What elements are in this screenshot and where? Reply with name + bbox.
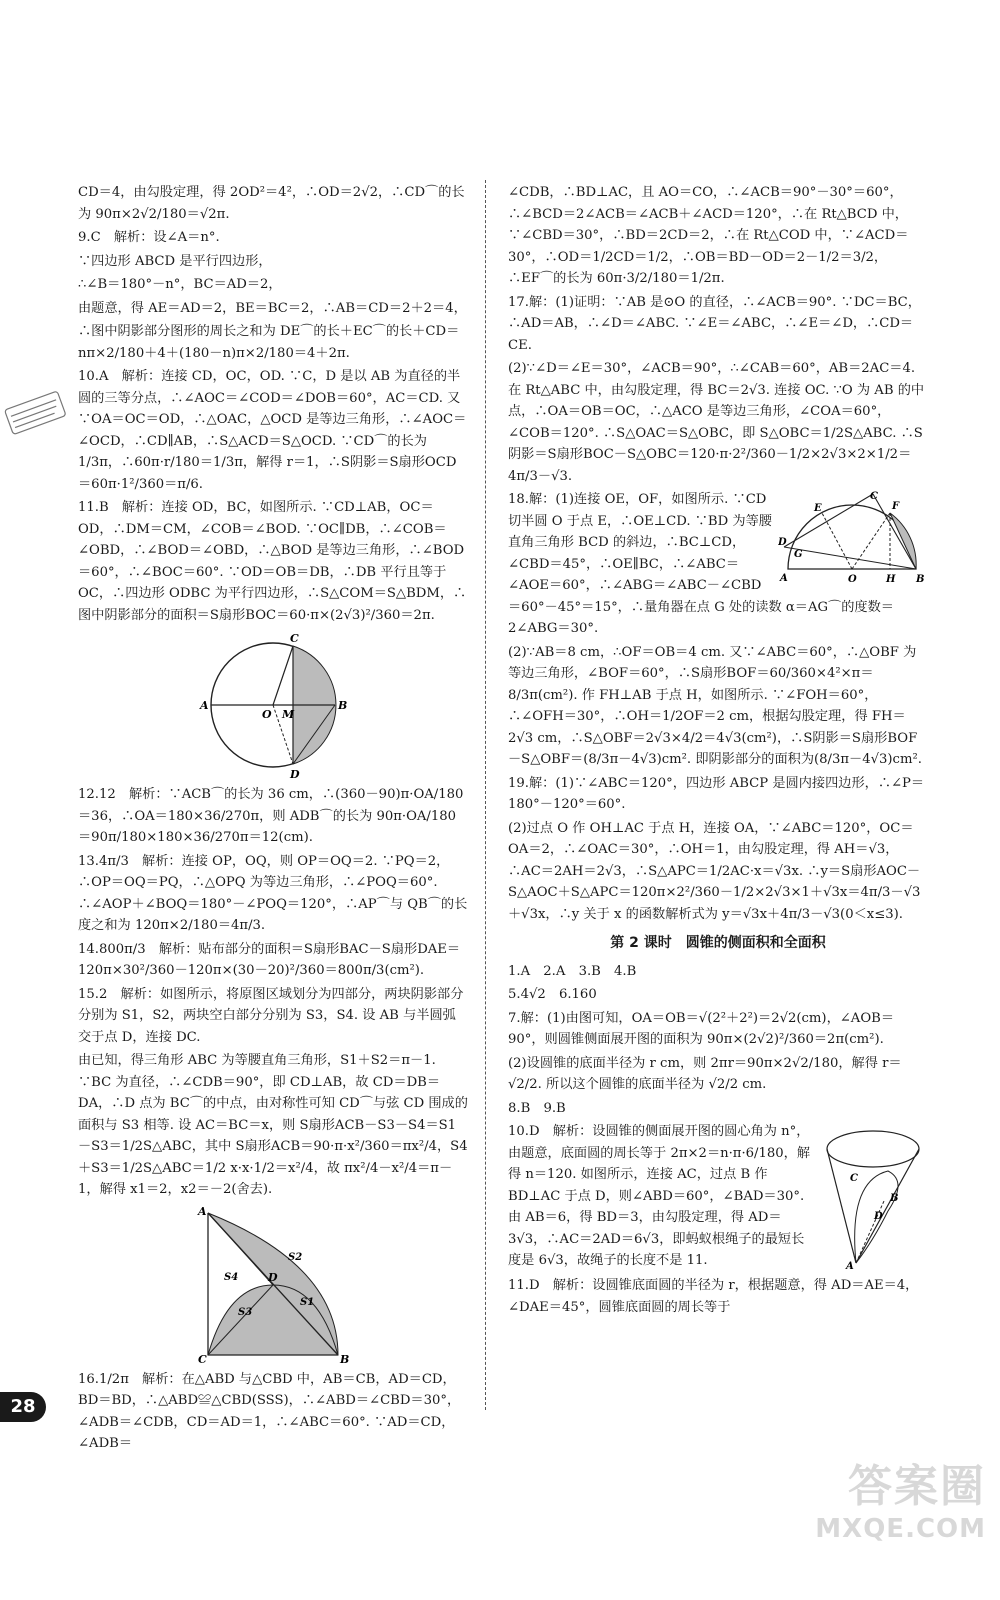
watermark-logo xyxy=(766,1450,986,1560)
exercise-18: 18.解：(1)连接 OE，OF，如图所示. ∵CD 切半圆 O 于点 E，∴OE⊥CD. ∵BD 为等腰直角三角形 BCD 的斜边，∴BC⊥CD，∠CBD＝45°，∴OE∥BC，∴∠ABC＝∠AOE＝60°，∴∠ABG＝∠ABC－∠CBD＝60°－45°＝15°，∴量角器在点 G 处的读数 α＝AG⌒的度数＝2∠ABG＝30°. xyxy=(508,492,894,636)
label-c: C xyxy=(290,632,299,645)
exercise-17-part2: (2)∵∠D＝∠E＝30°，∠ACB＝90°，∴∠CAB＝60°，AB＝2AC＝4. 在 Rt△ABC 中，由勾股定理，得 BC＝2√3. 连接 OC. ∵O 为 AB 的中点，∴OA＝OB＝OC，∴△ACO 是等边三角形，∠COA＝60°，∠COB＝120°. ∴S△OAC＝S△OBC，即 S△OBC＝1/2S△ABC. ∴S阴影＝S扇形BOC－S△OBC＝120·π·2²/360－1/2×2√3×2×1/2＝4π/3－√3. xyxy=(508,361,925,484)
page-number: 28 xyxy=(0,1392,46,1422)
label-c: C xyxy=(870,491,878,502)
label-e: E xyxy=(814,503,822,514)
exercise-15-cont: 由已知，得三角形 ABC 为等腰直角三角形，S1＋S2＝π－1. ∵BC 为直径，∴∠CDB＝90°，即 CD⊥AB，故 CD＝DB＝DA，∴D 点为 BC⌒的中点，由对称性可知 CD⌒与弦 CD 围成的面积与 S3 相等. 设 AC＝BC＝x，则 S扇形ACB－S3－S4＝S1－S3＝1/2S△ABC，其中 S扇形ACB＝90·π·x²/360＝πx²/4，S4＋S3＝1/2S△ABC＝1/2 x·x·1/2＝x²/4，故 πx²/4－x²/4＝π－1，解得 x1＝2，x2＝－2(舍去). xyxy=(78,1053,468,1197)
stamp-graphic xyxy=(0,380,70,450)
exercise-line: ∴∠B＝180°－n°，BC＝AD＝2， xyxy=(78,277,282,292)
exercise-15: 15.2 解析：如图所示，将原图区域划分为四部分，两块阴影部分分别为 S1，S2，两块空白部分分别为 S3，S4. 设 AB 与半圆弧交于点 D，连接 DC. xyxy=(78,986,464,1045)
exercise-7-part2: (2)设圆锥的底面半径为 r cm，则 2πr＝90π×2√2/180，解得 r＝√2/2. 所以这个圆锥的底面半径为 √2/2 cm. xyxy=(508,1055,902,1092)
exercise-16: 16.1/2π 解析：在△ABD 与△CBD 中，AB＝CB，AD＝CD，BD＝BD，∴△ABD≌△CBD(SSS)，∴∠ABD＝∠CBD＝30°，∠ADB＝∠CDB，CD＝AD＝1，∴∠ABC＝60°. ∵AD＝CD，∠ADB＝ xyxy=(78,1371,461,1451)
label-a: A xyxy=(200,699,209,712)
section-title: 第 2 课时 圆锥的侧面积和全面积 xyxy=(610,935,826,951)
exercise-11: 11.B 解析：连接 OD，BC，如图所示. ∵CD⊥AB，OC＝OD，∴DM＝CM，∠COB＝∠BOD. ∵OC∥DB，∴∠COB＝∠OBD，∴∠BOD＝∠OBD，∴△BOD 是等边三角形，∴∠BOD＝60°，∴∠BOC＝60°. ∵OD＝OB＝DB，∴DB 平行且等于 OC，∴四边形 ODBC 为平行四边形，∴S△COM＝S△BDM，∴图中阴影部分的面积＝S扇形BOC＝60·π×(2√3)²/360＝2π. xyxy=(78,500,467,623)
label-b: B xyxy=(890,1193,899,1204)
exercise-line: ∴图中阴影部分图形的周长之和为 DE⌒的长＋EC⌒的长＋CD＝ nπ×2/180＋4＋(180－n)π×2/180＝4＋2π. xyxy=(78,324,460,361)
answers-1-4: 1.A 2.A 3.B 4.B xyxy=(508,963,637,979)
triangle-figure xyxy=(188,1205,358,1365)
exercise-9-head: 9.C 解析：设∠A＝n°. xyxy=(78,230,220,245)
right-column xyxy=(508,182,928,1320)
exercise-line: ∵四边形 ABCD 是平行四边形， xyxy=(78,253,272,269)
cone-figure xyxy=(818,1121,928,1271)
label-a: A xyxy=(198,1204,207,1218)
label-b: B xyxy=(338,699,348,712)
label-b: B xyxy=(340,1352,350,1365)
answers-8-9: 8.B 9.B xyxy=(508,1100,566,1116)
left-column xyxy=(78,182,468,1457)
label-o: O xyxy=(262,708,272,721)
label-s4: S4 xyxy=(224,1271,239,1283)
exercise-14: 14.800π/3 解析：贴布部分的面积＝S扇形BAC－S扇形DAE＝120π×30²/360－120π×(30－20)²/360＝800π/3(cm²). xyxy=(78,941,461,978)
label-d: D xyxy=(874,1211,883,1222)
label-s2: S2 xyxy=(288,1251,303,1263)
column-divider xyxy=(485,180,486,1410)
label-b: B xyxy=(916,574,925,585)
exercise-10-cone: 10.D 解析：设圆锥的侧面展开图的圆心角为 n°，由题意，底面圆的周长等于 2π×2＝n·π·6/180，解得 n＝120. 如图所示，连接 AC，过点 B 作 BD⊥AC 于点 D，则∠ABD＝60°，∠BAD＝30°. 由 AB＝6，得 BD＝3，由勾股定理，得 AD＝3√3，∴AC＝2AD＝6√3，即蚂蚁根绳子的最短长度是 6√3，故绳子的长度不是 11. xyxy=(508,1124,811,1268)
exercise-line: CD＝4，由勾股定理，得 2OD²＝4²，∴OD＝2√2，∴CD⌒的长为 90π×2√2/180＝√2π. xyxy=(78,185,465,222)
exercise-10: 10.A 解析：连接 CD，OC，OD. ∵C，D 是以 AB 为直径的半圆的三等分点，∴∠AOC＝∠COD＝∠DOB＝60°，AC＝CD. 又∵OA＝OC＝OD，∴△OAC，△OCD 是等边三角形，∴∠AOC＝∠OCD，∴CD∥AB，∴S△ACD＝S△OCD. ∵CD⌒的长为 1/3π，∴60π·r/180＝1/3π，解得 r＝1，∴S阴影＝S扇形OCD＝60π·1²/360＝π/6. xyxy=(78,369,467,492)
exercise-12: 12.12 解析：∵ACB⌒的长为 36 cm，∴(360－90)π·OA/180＝36，∴OA＝180×36/270π，则 ADB⌒的长为 90π·OA/180＝90π/180×180×36/270π＝12(cm). xyxy=(78,787,464,845)
exercise-13: 13.4π/3 解析：连接 OP，OQ，则 OP＝OQ＝2. ∵PQ＝2，∴OP＝OQ＝PQ，∴△OPQ 为等边三角形，∴∠POQ＝60°. ∴∠AOP＋∠BOQ＝180°－∠POQ＝120°，∴AP⌒与 QB⌒的长度之和为 120π×2/180＝4π/3. xyxy=(78,853,468,933)
exercise-16-cont: ∠CDB，∴BD⊥AC，且 AO＝CO，∴∠ACB＝90°－30°＝60°，∴∠BCD＝2∠ACB＝∠ACB＋∠ACD＝120°，∴在 Rt△BCD 中，∵∠CBD＝30°，∴BD＝2CD＝2，∴在 Rt△COD 中，∵∠ACD＝30°，∴OD＝1/2CD＝1/2，∴OB＝BD－OD＝2－1/2＝3/2，∴EF⌒的长为 60π·3/2/180＝1/2π. xyxy=(508,185,909,286)
label-d: D xyxy=(290,768,300,780)
exercise-line: 由题意，得 AE＝AD＝2，BE＝BC＝2，∴AB＝CD＝2＋2＝4， xyxy=(78,300,467,316)
answers-5-6: 5.4√2 6.160 xyxy=(508,987,597,1002)
exercise-17: 17.解：(1)证明：∵AB 是⊙O 的直径，∴∠ACB＝90°. ∵DC＝BC，∴AD＝AB，∴∠D＝∠ABC. ∵∠E＝∠ABC，∴∠E＝∠D，∴CD＝CE. xyxy=(508,294,921,353)
exercise-7: 7.解：(1)由图可知，OA＝OB＝√(2²＋2²)＝2√2(cm)，∠AOB＝90°，则圆锥侧面展开图的面积为 90π×(2√2)²/360＝2π(cm²). xyxy=(508,1010,895,1047)
semicircle-outline xyxy=(788,505,916,569)
cone-base xyxy=(827,1131,919,1167)
label-d: D xyxy=(778,537,787,548)
label-m: M xyxy=(282,708,295,721)
watermark-url: MXQE.COM xyxy=(815,1514,986,1544)
label-o: O xyxy=(848,574,857,585)
shaded-region xyxy=(890,513,916,569)
watermark-text: 答案圈 xyxy=(848,1461,986,1512)
label-d: D xyxy=(268,1270,278,1284)
label-c: C xyxy=(850,1173,858,1184)
label-s1: S1 xyxy=(300,1296,315,1308)
label-a: A xyxy=(780,573,788,584)
exercise-11-cone: 11.D 解析：设圆锥底面圆的半径为 r，根据题意，得 AD＝AE＝4，∠DAE＝45°，圆锥底面圆的周长等于 xyxy=(508,1278,919,1315)
exercise-19-part2: (2)过点 O 作 OH⊥AC 于点 H，连接 OA，∵∠ABC＝120°，OC＝OA＝2，∴∠OAC＝30°，∴OH＝1，由勾股定理，得 AH＝√3，∴AC＝2AH＝2√3，∴S△APC＝1/2AC·x＝√3x. ∴y＝S扇形AOC－S△AOC＋S△APC＝120π×2²/360－1/2×2√3×1＋√3x＝4π/3－√3＋√3x，∴y 关于 x 的函数解析式为 y＝√3x＋4π/3－√3(0＜x≤3). xyxy=(508,820,921,922)
exercise-18-part2: (2)∵AB＝8 cm，∴OF＝OB＝4 cm. 又∵∠ABC＝60°，∴△OBF 为等边三角形，∠BOF＝60°，∴S扇形BOF＝60/360×4²×π＝8/3π(cm²). 作 FH⊥AB 于点 H，如图所示. ∵∠FOH＝60°，∴∠OFH＝30°，∴OH＝1/2OF＝2 cm，根据勾股定理，得 FH＝2√3 cm，∴S△OBF＝2√3×4/2＝4√3(cm²)，∴S阴影＝S扇形BOF－S△OBF＝(8/3π－4√3)cm². 即阴影部分的面积为(8/3π－4√3)cm². xyxy=(508,644,922,767)
exercise-10-block xyxy=(508,1121,928,1272)
label-c: C xyxy=(198,1352,207,1365)
label-a: A xyxy=(846,1261,854,1271)
semicircle-figure xyxy=(778,489,928,589)
label-g: G xyxy=(794,549,803,560)
label-h: H xyxy=(886,574,896,585)
label-f: F xyxy=(892,501,900,512)
exercise-19: 19.解：(1)∵∠ABC＝120°，四边形 ABCP 是圆内接四边形，∴∠P＝180°－120°＝60°. xyxy=(508,775,925,812)
label-s3: S3 xyxy=(238,1306,253,1318)
exercise-18-block xyxy=(508,489,928,640)
circle-figure xyxy=(198,630,348,780)
